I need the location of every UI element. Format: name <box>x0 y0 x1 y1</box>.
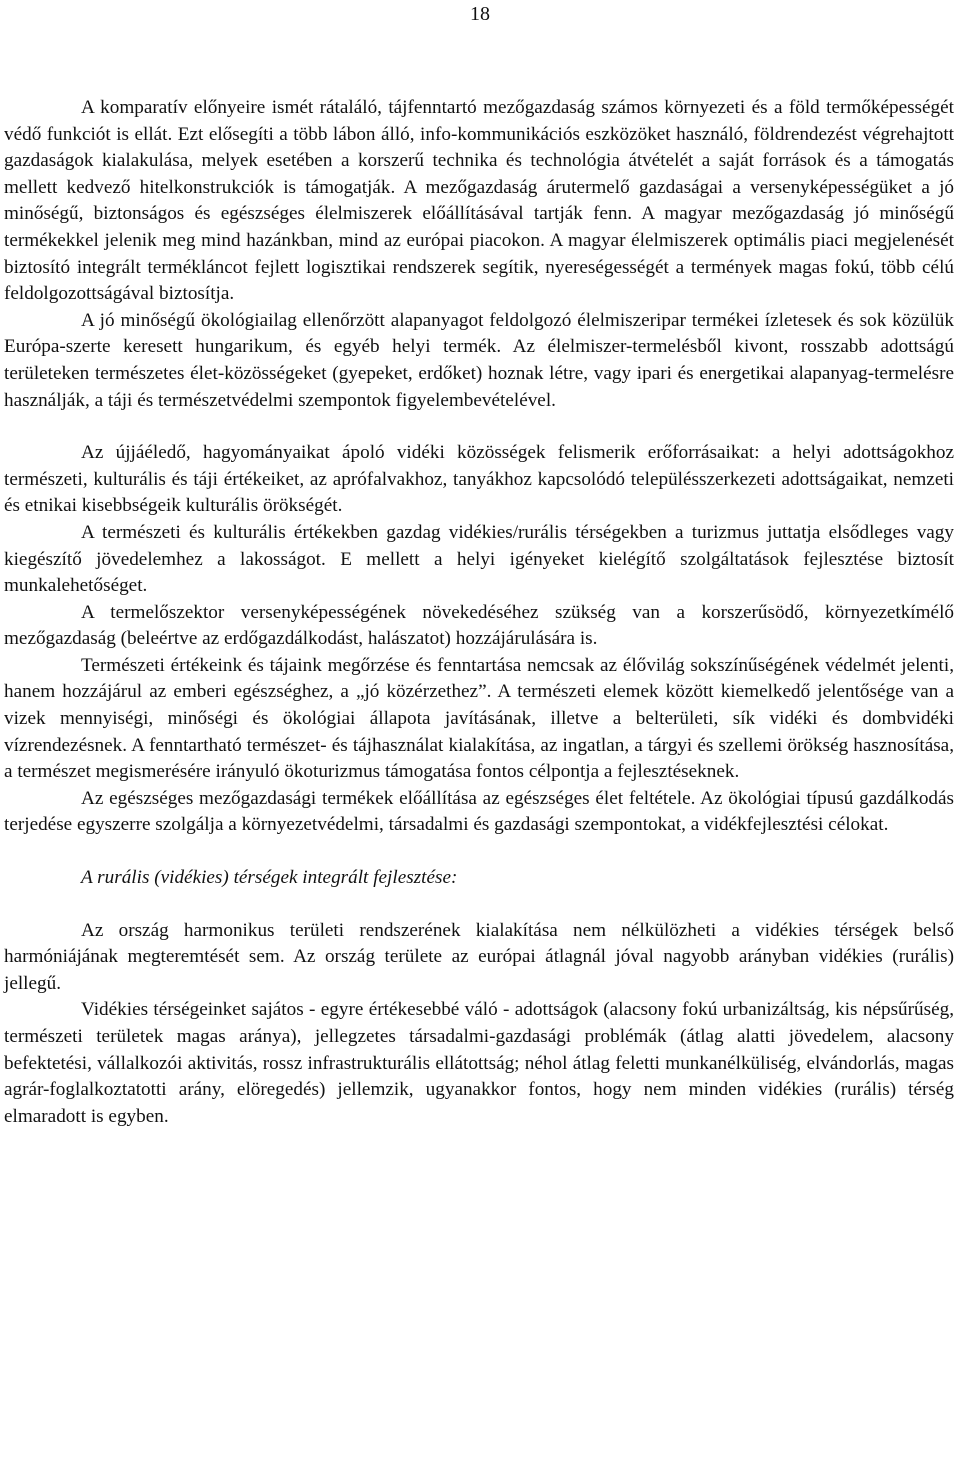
page-number: 18 <box>470 3 490 25</box>
paragraph-tourism: A természeti és kulturális értékekben gazdag vidékies/rurális térségekben a turizmus juttatja elsődleges vagy kiegészítő jövedelemhez a lakosságot. E mellett a helyi igényeket kielégítő szolgáltatások fejlesztése biztosít munkalehetőséget. <box>4 521 954 597</box>
section-heading: A rurális (vidékies) térségek integrált fejlesztése: <box>81 867 458 889</box>
paragraph-agricultural-functions: A komparatív előnyeire ismét rátaláló, tájfenntartó mezőgazdaság számos környezeti és a föld termőképességét védő funkciót is ellát. Ezt elősegíti a több lábon álló, info-kommunikációs eszközöket használó, földrendezést végrehajtott gazdaságok kialakulása, melyek esetében a korszerű technika és technológia átvételét a saját források és a támogatás mellett kedvező hitelkonstrukciók is támogatják. A mezőgazdaság árutermelő gazdaságai a versenyképességüket a jó minőségű, biztonságos és egészséges élelmiszerek előállításával tartják fenn. A magyar mezőgazdaság jó minőségű termékekkel jelenik meg mind hazánkban, mind az európai piacokon. A magyar élelmiszerek optimális piaci megjelenését biztosító integrált termékláncot fejlett logisztikai rendszerek segítik, nyereségességét a termények magas fokú, több célú feldolgozottságával biztosítja. <box>4 97 954 305</box>
paragraph-food-industry: A jó minőségű ökológiailag ellenőrzött alapanyagot feldolgozó élelmiszeripar termékei ízletesek és sok közülük Európa-szerte keresett hungarikum, és egyéb helyi termék. Az élelmiszer-termelésből kivont, rosszabb adottságú területeken természetes élet-közösségeket (gyepeket, erdőket) hoznak létre, vagy ipari és energetikai alapanyag-termelésre használják, a táji és természetvédelmi szempontok figyelembevételével. <box>4 309 954 411</box>
paragraph-healthy-agriculture: Az egészséges mezőgazdasági termékek előállítása az egészséges élet feltétele. Az ökológiai típusú gazdálkodás terjedése egyszerre szolgálja a környezetvédelmi, társadalmi és gazdasági szempontokat, a vidékfejlesztési célokat. <box>4 787 954 836</box>
paragraph-harmonious-system: Az ország harmonikus területi rendszerének kialakítása nem nélkülözheti a vidékies térségek belső harmóniájának megteremtését sem. Az ország területe az európai átlagnál jóval nagyobb arányban vidékies (rurális) jellegű. <box>4 919 954 994</box>
paragraph-rural-communities: Az újjáéledő, hagyományaikat ápoló vidéki közösségek felismerik erőforrásaikat: a helyi adottságokhoz természeti, kulturális és táji értékeiket, az aprófalvakhoz, tanyákhoz kapcsolódó településszerkezeti adottságaikat, nemzeti és etnikai kisebbségeik kulturális örökségét. <box>4 442 954 517</box>
paragraph-natural-values: Természeti értékeink és tájaink megőrzése és fenntartása nemcsak az élővilág sokszínűségének védelmét jelenti, hanem hozzájárul az emberi egészséghez, a „jó közérzethez”. A természeti elemek között kiemelkedő jelentősége van a vizek mennyiségi, minőségi és ökológiai állapota javításának, illetve a belterületi, sík vidéki és dombvidéki vízrendezésnek. A fenntartható természet- és tájhasználat kialakítása, az ingatlan, a tárgyi és szellemi örökség hasznosítása, a természet megismerésére irányuló ökoturizmus támogatása fontos célpontja a fejlesztéseknek. <box>4 654 954 783</box>
document-body <box>4 95 954 1130</box>
paragraph-production-sector: A termelőszektor versenyképességének növekedéséhez szükség van a korszerűsödő, környezetkímélő mezőgazdaság (beleértve az erdőgazdálkodást, halászatot) hozzájárulására is. <box>4 601 954 650</box>
paragraph-rural-characteristics: Vidékies térségeinket sajátos - egyre értékesebbé váló - adottságok (alacsony fokú urbanizáltság, kis népsűrűség, természeti területek magas aránya), jellegzetes társadalmi-gazdasági problémák (átlag alatti jövedelem, alacsony befektetési, vállalkozói aktivitás, rossz infrastrukturális ellátottság; néhol átlag feletti munkanélküliség, elvándorlás, magas agrár-foglalkoztatotti arány, elöregedés) jellemzik, ugyanakkor fontos, hogy nem minden vidékies (rurális) térség elmaradott is egyben. <box>4 999 954 1127</box>
